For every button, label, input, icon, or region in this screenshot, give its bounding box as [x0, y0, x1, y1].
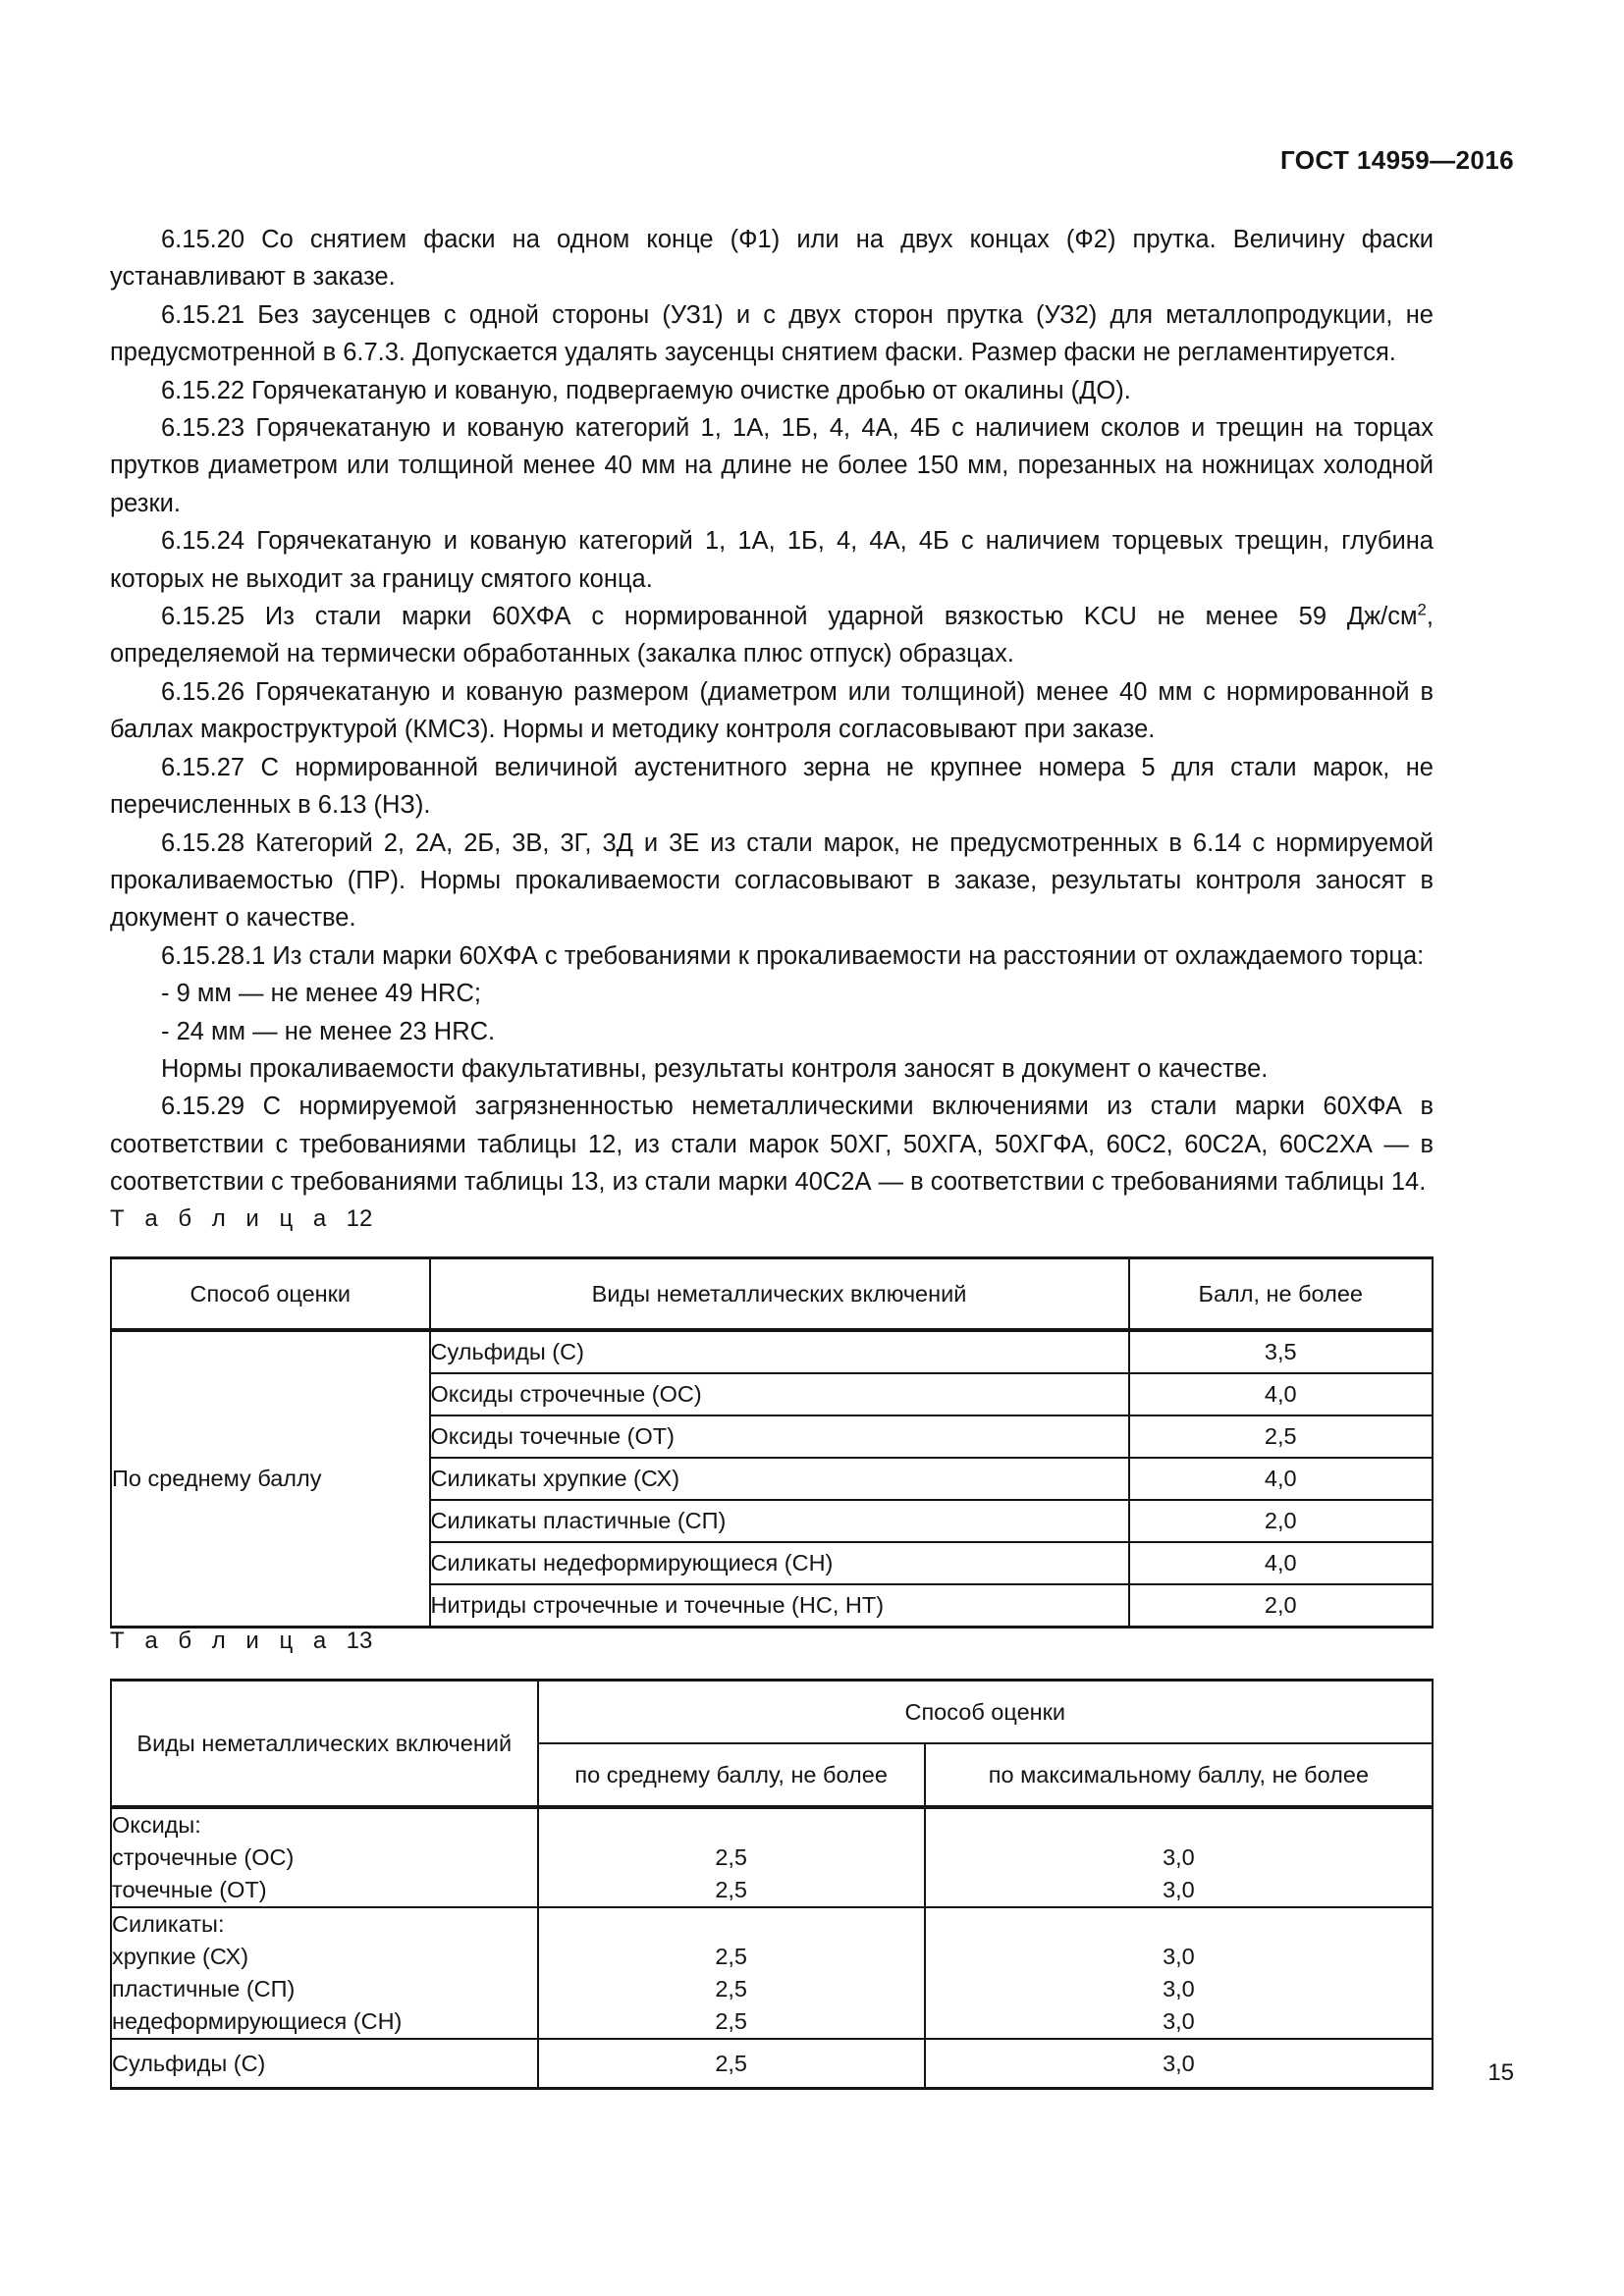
table-13-group-1-item-1-max: 3,0: [1163, 1976, 1195, 2002]
paragraph-6-15-25-text-before-superscript: 6.15.25 Из стали марки 60ХФА с нормированной ударной вязкостью KCU не менее 59 Дж/см: [161, 603, 1418, 631]
table-13-caption-number: 13: [346, 1628, 373, 1654]
table-13-group-0-avg-values: [538, 1807, 925, 1907]
table-13-header-row-1: [111, 1681, 1433, 1744]
table-13-sulfides-avg: 2,5: [538, 2039, 925, 2089]
table-12-col-header-inclusion-types: Виды неметаллических включений: [430, 1258, 1129, 1331]
table-13-group-0-item-1-name: точечные (ОТ): [112, 1877, 267, 1902]
table-12-inclusion-0: Сульфиды (С): [430, 1330, 1129, 1373]
table-13-body: [111, 1807, 1433, 2089]
table-12-header: [111, 1258, 1433, 1331]
table-12-col-header-method: Способ оценки: [111, 1258, 430, 1331]
table-13-group-1-item-1-avg: 2,5: [715, 1976, 747, 2002]
paragraph-6-15-29: 6.15.29 С нормируемой загрязненностью неметаллическими включениями из стали марки 60ХФА в соответствии с требованиями таблицы 12, из стали марок 50ХГ, 50ХГА, 50ХГФА, 60С2, 60С2А, 60С2ХА — в соответствии с требованиями таблицы 13, из стали марки 40С2А — в соответствии с требованиями таблицы 14.: [110, 1093, 1434, 1197]
table-12: [110, 1256, 1434, 1629]
table-13-header: [111, 1681, 1433, 1808]
table-13-sulfides-max: 3,0: [925, 2039, 1433, 2089]
paragraph-6-15-25-text-after-superscript: , определяемой на термически обработанных (закалка плюс отпуск) образцах.: [110, 603, 1434, 668]
table-13-caption-word: Т а б л и ц а: [110, 1628, 334, 1654]
table-12-score-1: 4,0: [1129, 1373, 1433, 1415]
table-13-sulfides-name: Сульфиды (С): [111, 2039, 538, 2089]
table-12-inclusion-5: Силикаты недеформирующиеся (СН): [430, 1542, 1129, 1584]
paragraph-6-15-25: [110, 598, 1434, 673]
table-13-col-header-average-score: по среднему баллу, не более: [538, 1743, 925, 1807]
paragraph-6-15-27: 6.15.27 С нормированной величиной аустенитного зерна не крупнее номера 5 для стали марок, не перечисленных в 6.13 (НЗ).: [110, 753, 1434, 820]
table-12-score-5: 4,0: [1129, 1542, 1433, 1584]
table-13-col-header-inclusion-types: Виды неметаллических включений: [111, 1681, 538, 1808]
table-13-group-1-item-2-avg: 2,5: [715, 2008, 747, 2034]
table-13-group-1-item-0-avg: 2,5: [715, 1944, 747, 1969]
table-13-col-header-maximum-score: по максимальному баллу, не более: [925, 1743, 1433, 1807]
table-12-score-0: 3,5: [1129, 1330, 1433, 1373]
paragraph-hardenability-note: Нормы прокаливаемости факультативны, результаты контроля заносят в документ о качестве.: [161, 1054, 1269, 1083]
table-12-col-header-score: Балл, не более: [1129, 1258, 1433, 1331]
table-12-score-6: 2,0: [1129, 1584, 1433, 1628]
table-12-inclusion-2: Оксиды точечные (ОТ): [430, 1415, 1129, 1458]
table-12-inclusion-1: Оксиды строчечные (ОС): [430, 1373, 1129, 1415]
paragraph-6-15-20: 6.15.20 Со снятием фаски на одном конце (Ф1) или на двух концах (Ф2) прутка. Величину фаски устанавливают в заказе.: [110, 226, 1434, 292]
table-13-group-1-item-2-max: 3,0: [1163, 2008, 1195, 2034]
table-12-inclusion-3: Силикаты хрупкие (СХ): [430, 1458, 1129, 1500]
table-13-group-0-item-1-max: 3,0: [1163, 1877, 1195, 1902]
table-13-group-1-title: Силикаты:: [112, 1911, 225, 1937]
table-12-method-cell: По среднему баллу: [111, 1330, 430, 1628]
table-13-group-0-item-0-name: строчечные (ОС): [112, 1844, 295, 1870]
page-number: 15: [1488, 2059, 1514, 2086]
paragraph-6-15-26: 6.15.26 Горячекатаную и кованую размером (диаметром или толщиной) менее 40 мм с нормированной в баллах макроструктурой (КМС3). Нормы и методику контроля согласовывают при заказе.: [110, 677, 1434, 744]
table-12-caption-word: Т а б л и ц а: [110, 1205, 334, 1232]
paragraph-6-15-21: 6.15.21 Без заусенцев с одной стороны (УЗ1) и с двух сторон прутка (УЗ2) для металлопродукции, не предусмотренной в 6.7.3. Допускается удалять заусенцы снятием фаски. Размер фаски не регламентируется.: [110, 300, 1434, 367]
table-13-group-1-avg-values: [538, 1907, 925, 2039]
table-13-group-1-max-values: [925, 1907, 1433, 2039]
table-12-body: [111, 1330, 1433, 1628]
paragraph-6-15-28: 6.15.28 Категорий 2, 2А, 2Б, 3В, 3Г, 3Д и 3Е из стали марок, не предусмотренных в 6.14 с нормируемой прокаливаемостью (ПР). Нормы прокаливаемости согласовывают в заказе, результаты контроля заносят в документ о качестве.: [110, 828, 1434, 933]
table-12-header-row: [111, 1258, 1433, 1331]
table-row: [111, 1907, 1433, 2039]
list-item-9mm: - 9 мм — не менее 49 HRC;: [161, 980, 481, 1008]
paragraph-6-15-23: 6.15.23 Горячекатаную и кованую категорий 1, 1А, 1Б, 4, 4А, 4Б с наличием сколов и трещин на торцах прутков диаметром или толщиной менее 40 мм на длине не более 150 мм, порезанных на ножницах холодной резки.: [110, 414, 1434, 517]
table-13-group-1-item-0-max: 3,0: [1163, 1944, 1195, 1969]
table-13-group-0-title: Оксиды:: [112, 1812, 201, 1838]
table-row: [111, 1807, 1433, 1907]
table-13-caption: [110, 1628, 372, 1655]
table-12-score-2: 2,5: [1129, 1415, 1433, 1458]
table-row: [111, 2039, 1433, 2089]
table-12-caption: [110, 1205, 372, 1233]
table-13-group-0-item-1-avg: 2,5: [715, 1877, 747, 1902]
document-header-standard-number: ГОСТ 14959—2016: [1280, 145, 1514, 175]
list-item-24mm: - 24 мм — не менее 23 HRC.: [161, 1017, 496, 1045]
table-row: [111, 1330, 1433, 1373]
paragraph-6-15-24: 6.15.24 Горячекатаную и кованую категорий 1, 1А, 1Б, 4, 4А, 4Б с наличием торцевых трещин, глубина которых не выходит за границу смятого конца.: [110, 527, 1434, 593]
table-13: [110, 1679, 1434, 2090]
superscript-square: 2: [1417, 600, 1427, 619]
table-12-inclusion-4: Силикаты пластичные (СП): [430, 1500, 1129, 1542]
table-13-group-0-names: [111, 1807, 538, 1907]
table-13-group-0-max-values: [925, 1807, 1433, 1907]
table-13-group-1-item-0-name: хрупкие (СХ): [112, 1944, 249, 1969]
table-12-score-4: 2,0: [1129, 1500, 1433, 1542]
table-13-group-0-item-0-avg: 2,5: [715, 1844, 747, 1870]
table-13-group-1-item-2-name: недеформирующиеся (СН): [112, 2008, 403, 2034]
table-12-caption-number: 12: [346, 1205, 373, 1232]
table-13-group-1-names: [111, 1907, 538, 2039]
paragraph-6-15-28-1: 6.15.28.1 Из стали марки 60ХФА с требованиями к прокаливаемости на расстоянии от охлаждаемого торца:: [161, 941, 1425, 970]
table-13-col-header-method-group: Способ оценки: [538, 1681, 1433, 1744]
table-12-score-3: 4,0: [1129, 1458, 1433, 1500]
body-text-block: [110, 221, 1434, 1201]
table-13-group-0-item-0-max: 3,0: [1163, 1844, 1195, 1870]
table-13-group-1-item-1-name: пластичные (СП): [112, 1976, 296, 2002]
paragraph-6-15-22: 6.15.22 Горячекатаную и кованую, подвергаемую очистке дробью от окалины (ДО).: [161, 376, 1131, 404]
table-12-inclusion-6: Нитриды строчечные и точечные (НС, НТ): [430, 1584, 1129, 1628]
